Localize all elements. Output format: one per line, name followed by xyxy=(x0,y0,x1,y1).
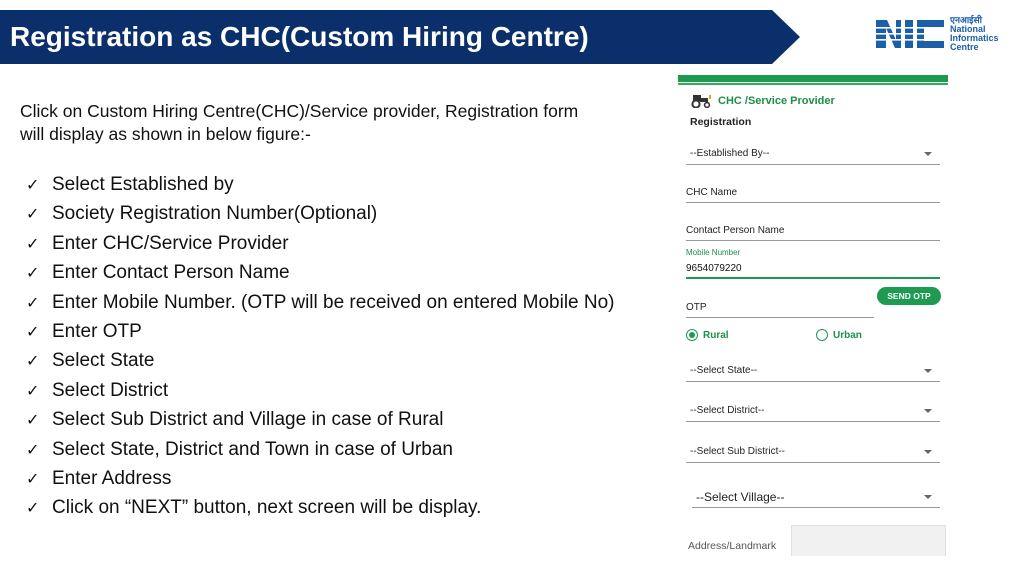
check-icon: ✓ xyxy=(26,441,40,459)
check-icon: ✓ xyxy=(26,294,40,312)
nic-logo-text xyxy=(950,16,999,52)
list-item: ✓ Select Established by xyxy=(26,170,615,199)
radio-rural[interactable]: Rural xyxy=(686,329,729,341)
list-item: ✓ Enter OTP xyxy=(26,317,615,346)
address-input[interactable] xyxy=(791,525,946,556)
check-icon: ✓ xyxy=(26,206,40,224)
address-label: Address/Landmark xyxy=(688,540,777,552)
otp-field[interactable]: OTP xyxy=(686,299,874,318)
check-icon: ✓ xyxy=(26,353,40,371)
list-item: ✓ Enter Contact Person Name xyxy=(26,258,615,287)
top-accent-bar xyxy=(678,75,948,82)
sub-district-select[interactable]: --Select Sub District-- xyxy=(686,444,940,463)
check-icon: ✓ xyxy=(26,265,40,283)
list-item: ✓ Enter CHC/Service Provider xyxy=(26,229,615,258)
logo-line-centre: Centre xyxy=(950,42,979,52)
list-item: ✓ Enter Mobile Number. (OTP will be received on entered Mobile No) xyxy=(26,288,615,317)
radio-unselected-icon xyxy=(816,329,828,341)
slide-title: Registration as CHC(Custom Hiring Centre) xyxy=(10,21,589,52)
chevron-down-icon xyxy=(924,369,932,373)
logo-line-national: National xyxy=(950,24,986,34)
tractor-icon xyxy=(690,94,714,108)
check-icon: ✓ xyxy=(26,470,40,488)
intro-text: Click on Custom Hiring Centre(CHC)/Service provider, Registration form will display as shown in below figure:- xyxy=(20,101,579,144)
established-by-select[interactable]: --Established By-- xyxy=(686,146,940,165)
radio-urban[interactable]: Urban xyxy=(816,329,862,341)
check-icon: ✓ xyxy=(26,500,40,518)
radio-selected-icon xyxy=(686,329,698,341)
form-header: CHC /Service Provider xyxy=(718,95,835,107)
registration-form-screenshot xyxy=(678,75,948,556)
contact-person-field[interactable]: Contact Person Name xyxy=(686,222,940,241)
chevron-down-icon xyxy=(924,152,932,156)
logo-line-informatics: Informatics xyxy=(950,33,999,43)
logo-hindi: एनआईसी xyxy=(950,15,983,25)
mobile-field[interactable]: 9654079220 xyxy=(686,259,940,279)
steps-list xyxy=(26,170,615,523)
list-item: ✓ Enter Address xyxy=(26,464,615,493)
list-item: ✓ Select State xyxy=(26,346,615,375)
send-otp-button[interactable]: SEND OTP xyxy=(877,287,941,305)
list-item: ✓ Society Registration Number(Optional) xyxy=(26,199,615,228)
check-icon: ✓ xyxy=(26,412,40,430)
check-icon: ✓ xyxy=(26,323,40,341)
check-icon: ✓ xyxy=(26,235,40,253)
top-accent-line xyxy=(678,83,948,85)
form-subheader: Registration xyxy=(690,116,752,128)
chevron-down-icon xyxy=(924,409,932,413)
chevron-down-icon xyxy=(924,450,932,454)
list-item: ✓ Select District xyxy=(26,376,615,405)
village-select[interactable]: --Select Village-- xyxy=(692,487,940,508)
chc-name-field[interactable]: CHC Name xyxy=(686,184,940,203)
nic-logo-mark-icon xyxy=(876,18,946,50)
chevron-down-icon xyxy=(924,495,932,499)
check-icon: ✓ xyxy=(26,177,40,194)
district-select[interactable]: --Select District-- xyxy=(686,403,940,422)
list-item: ✓ Select Sub District and Village in case of Rural xyxy=(26,405,615,434)
list-item: ✓ Select State, District and Town in case of Urban xyxy=(26,435,615,464)
state-select[interactable]: --Select State-- xyxy=(686,363,940,382)
mobile-label: Mobile Number xyxy=(686,248,741,257)
nic-logo xyxy=(876,16,1006,54)
check-icon: ✓ xyxy=(26,382,40,400)
list-item: ✓ Click on “NEXT” button, next screen will be display. xyxy=(26,493,615,522)
